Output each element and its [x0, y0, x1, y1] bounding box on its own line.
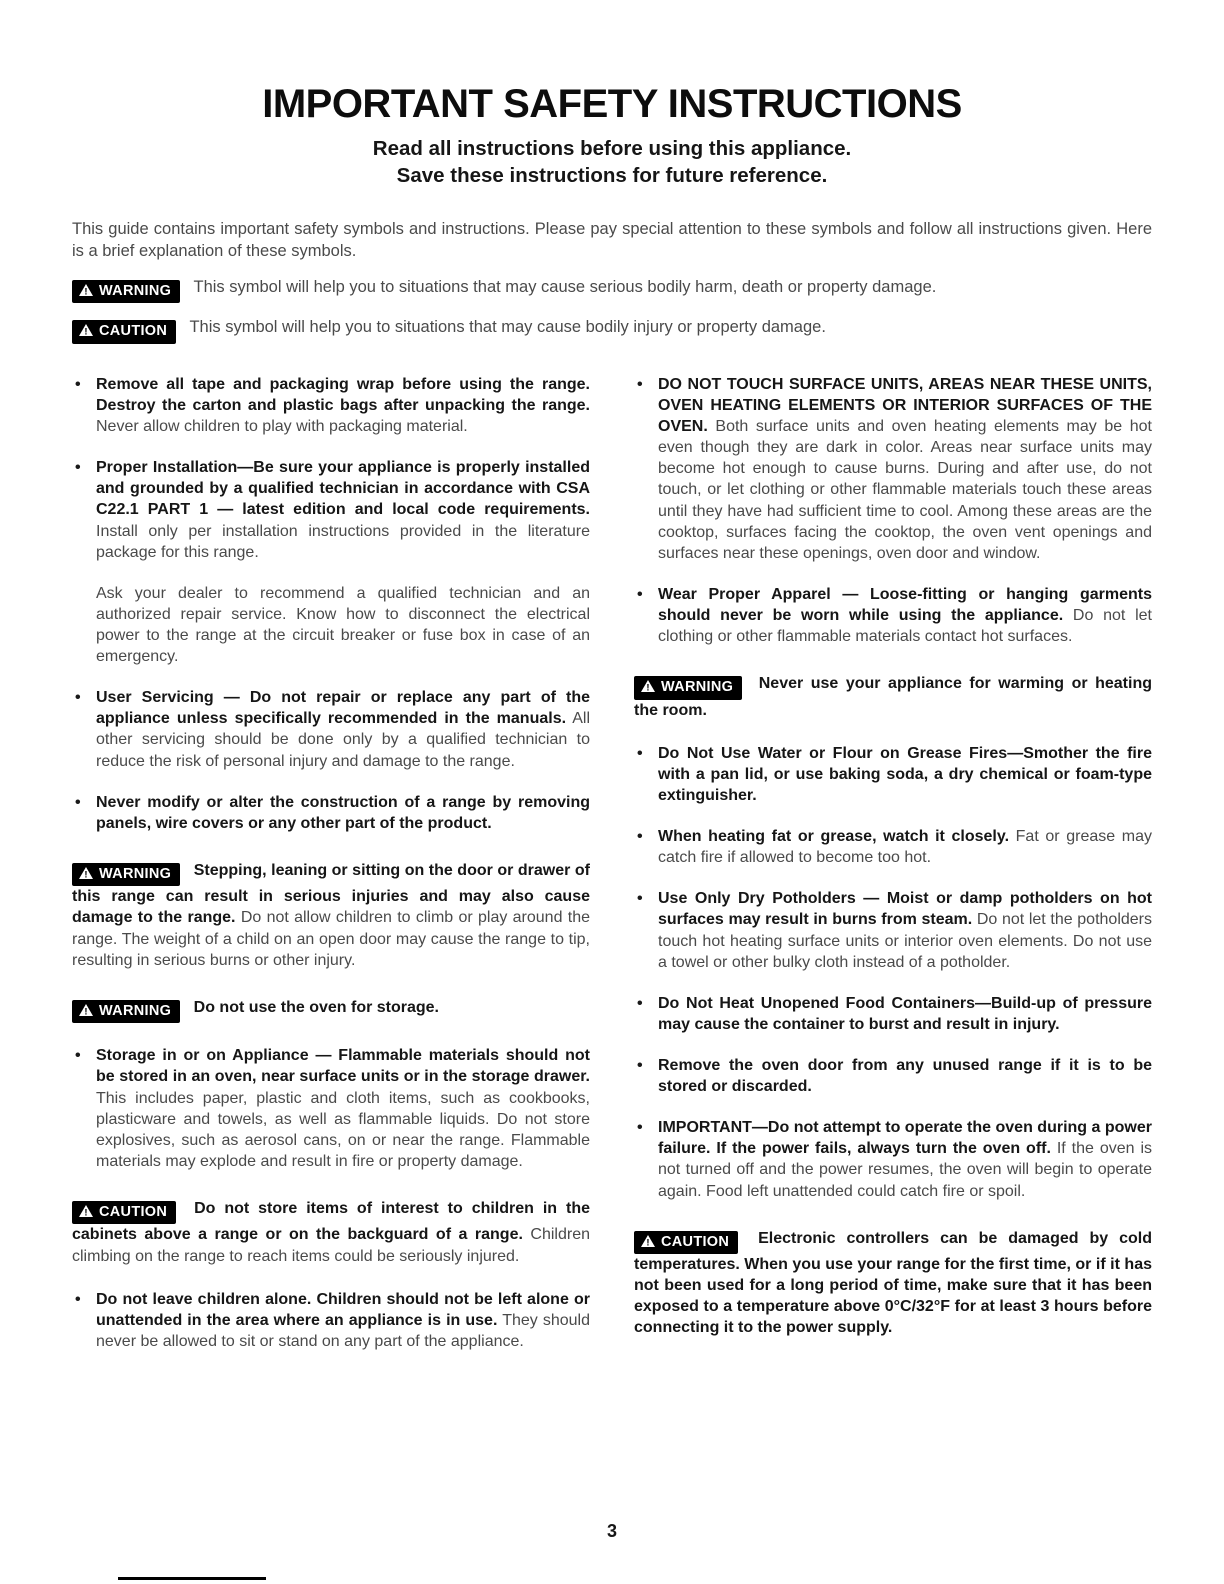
bullet-icon — [75, 457, 81, 478]
bullet-icon — [637, 888, 643, 909]
subtitle-line-1: Read all instructions before using this appliance. — [372, 137, 852, 160]
warning-badge — [72, 863, 180, 887]
subtitle-line-2: Save these instructions for future reference. — [396, 164, 828, 187]
caution-badge — [72, 320, 176, 344]
item-body-text: Both surface units and oven heating elements may be hot even though they are dark in color. Areas near surface units may become hot enough to cause burns. During and after use, do not touch, or let clothing or other flammable materials touch these areas until they have had sufficient time to cool. Among these areas are the cooktop, surfaces facing the cooktop, the oven vent openings and surfaces near these openings, oven door and window. — [658, 418, 1152, 562]
item-bold-text: Do not leave children alone. Children should not be left alone or unattended in the area where an appliance is in use. — [96, 1290, 590, 1329]
item-bold-text: Use Only Dry Potholders — Moist or damp potholders on hot surfaces may result in burns from steam. — [658, 890, 1152, 929]
bullet-icon — [637, 826, 643, 847]
safety-item — [72, 687, 590, 771]
symbol-explanation-warning — [72, 276, 1152, 304]
item-bold-text: Wear Proper Apparel — Loose-fitting or hanging garments should never be worn while using the appliance. — [658, 585, 1152, 624]
item-bold-text: IMPORTANT—Do not attempt to operate the oven during a power failure. If the power fails, always turn the oven off. — [658, 1119, 1152, 1158]
svg-text:!: ! — [84, 1006, 88, 1016]
badge-label: CAUTION — [99, 323, 168, 340]
badge-label: CAUTION — [99, 1203, 168, 1220]
safety-item — [634, 993, 1152, 1035]
item-bold-text: Do Not Use Water or Flour on Grease Fires—Smother the fire with a pan lid, or use baking soda, a dry chemical or foam-type extinguisher. — [658, 744, 1152, 805]
svg-text:!: ! — [646, 1237, 650, 1247]
warning-block — [72, 997, 590, 1024]
bullet-icon — [637, 1117, 643, 1138]
badge-label: WARNING — [99, 282, 172, 299]
item-bold-text: Never modify or alter the construction of a range by removing panels, wire covers or any other part of the product. — [96, 793, 590, 832]
safety-item — [634, 1117, 1152, 1201]
item-bold-text: Proper Installation—Be sure your appliance is properly installed and grounded by a qualified technician in accordance with CSA C22.1 PART 1 — latest edition and local code requirements. — [96, 459, 590, 519]
safety-item — [72, 1289, 590, 1352]
safety-item — [634, 743, 1152, 806]
item-body-text: Do not let clothing or other flammable materials contact hot surfaces. — [658, 606, 1153, 646]
warning-triangle-icon — [79, 1004, 93, 1016]
badge-label: CAUTION — [661, 1233, 730, 1250]
item-body-text: Do not allow children to climb or play around the range. The weight of a child on an open door may cause the range to tip, resulting in serious burns or other injury. — [72, 909, 591, 969]
svg-text:!: ! — [84, 326, 88, 337]
page-number: 3 — [606, 1521, 617, 1541]
warning-badge — [72, 280, 180, 304]
warning-badge — [634, 676, 742, 700]
warning-triangle-icon — [641, 1235, 655, 1247]
item-bold-text: Storage in or on Appliance — Flammable materials should not be stored in an oven, near surface units or in the storage drawer. — [96, 1047, 590, 1086]
item-bold-text: When heating fat or grease, watch it closely. — [658, 828, 1010, 846]
item-bold-text: Remove all tape and packaging wrap before using the range. Destroy the carton and plastic bags after unpacking the range. — [96, 375, 590, 414]
item-body-text: Do not let the potholders touch hot heating surface units or interior oven elements. Do not use a towel or other bulky cloth instead of a potholder. — [658, 911, 1152, 971]
bullet-icon — [637, 584, 643, 605]
bullet-icon — [75, 687, 81, 708]
bullet-icon — [637, 993, 643, 1014]
item-bold-text: Remove the oven door from any unused range if it is to be stored or discarded. — [658, 1057, 1152, 1096]
safety-item — [72, 374, 590, 437]
item-bold-text: Do not use the oven for storage. — [193, 998, 439, 1016]
safety-item — [72, 1045, 590, 1172]
warning-badge — [72, 1000, 180, 1024]
right-column — [634, 374, 1152, 1372]
item-body-text: Children climbing on the range to reach items could be seriously injured. — [72, 1226, 590, 1265]
item-bold-text: Stepping, leaning or sitting on the door or drawer of this range can result in serious injuries and may also cause damage to the range. — [72, 861, 590, 927]
badge-label: WARNING — [661, 679, 734, 696]
footer-mark — [118, 1577, 266, 1580]
item-body-text: Fat or grease may catch fire if allowed to become too hot. — [658, 828, 1152, 867]
bullet-icon — [75, 374, 81, 395]
safety-item — [634, 1055, 1152, 1097]
caution-badge — [634, 1231, 738, 1255]
svg-text:!: ! — [84, 286, 88, 296]
bullet-icon — [637, 743, 643, 764]
warning-triangle-icon — [641, 680, 655, 692]
safety-item — [634, 374, 1152, 564]
bullet-icon — [637, 374, 643, 395]
symbol-explanation-text: This symbol will help you to situations that may cause bodily injury or property damage. — [189, 318, 826, 337]
safety-item — [72, 457, 590, 563]
item-bold-text: DO NOT TOUCH SURFACE UNITS, AREAS NEAR THESE UNITS, OVEN HEATING ELEMENTS OR INTERIOR SURFACES OF THE OVEN. — [658, 375, 1152, 436]
item-body-text: Never allow children to play with packaging material. — [96, 418, 468, 436]
left-column — [72, 374, 590, 1372]
symbol-explanation-caution — [72, 316, 1152, 344]
svg-text:!: ! — [84, 1207, 88, 1217]
caution-block — [634, 1228, 1152, 1339]
caution-badge — [72, 1201, 176, 1225]
bullet-icon — [75, 1045, 81, 1066]
item-bold-text: User Servicing — Do not repair or replace any part of the appliance unless specifically recommended in the manuals. — [96, 689, 590, 728]
item-bold-text: Do not store items of interest to children in the cabinets above a range or on the backguard of a range. — [72, 1199, 590, 1244]
item-bold-text: Electronic controllers can be damaged by cold temperatures. When you use your range for the first time, or if it has not been used for a long period of time, make sure that it has been exposed to a temperature above 0°C/32°F for at least 3 hours before connecting it to the power supply. — [634, 1229, 1152, 1337]
safety-item — [634, 584, 1152, 647]
safety-item — [72, 792, 590, 834]
warning-block — [634, 673, 1152, 721]
warning-triangle-icon — [79, 284, 93, 296]
warning-triangle-icon — [79, 324, 93, 336]
svg-text:!: ! — [646, 682, 650, 693]
two-column-body — [72, 374, 1152, 1372]
item-body-text: This includes paper, plastic and cloth items, such as cookbooks, plasticware and towels, as well as flammable liquids. Do not store explosives, such as aerosol cans, on or near the range. Flammable materials may explode and result in fire or property damage. — [96, 1089, 590, 1170]
svg-text:!: ! — [84, 869, 88, 879]
bullet-icon — [75, 1289, 81, 1310]
item-body-text: Ask your dealer to recommend a qualified technician and an authorized repair service. Know how to disconnect the electrical power to the range at the circuit breaker or fuse box in case of an emergency. — [96, 584, 590, 666]
warning-triangle-icon — [79, 1205, 93, 1217]
continuation-paragraph — [72, 583, 590, 667]
item-body-text: They should never be allowed to sit or stand on any part of the appliance. — [96, 1311, 591, 1350]
safety-item — [634, 826, 1152, 868]
safety-item — [634, 888, 1152, 972]
warning-block — [72, 860, 590, 971]
badge-label: WARNING — [99, 865, 172, 882]
item-body-text: Install only per installation instructions provided in the literature package for this range. — [96, 522, 590, 561]
symbol-explanation-text: This symbol will help you to situations that may cause serious bodily harm, death or property damage. — [193, 277, 937, 296]
warning-triangle-icon — [79, 867, 93, 879]
item-bold-text: Never use your appliance for warming or heating the room. — [634, 675, 1152, 719]
badge-label: WARNING — [99, 1002, 172, 1019]
caution-block — [72, 1198, 590, 1267]
page-title: IMPORTANT SAFETY INSTRUCTIONS — [262, 82, 962, 126]
bullet-icon — [637, 1055, 643, 1076]
bullet-icon — [75, 792, 81, 813]
intro-paragraph: This guide contains important safety symbols and instructions. Please pay special attention to these symbols and follow all instructions given. Here is a brief explanation of these symbols. — [72, 220, 1152, 261]
item-body-text: All other servicing should be done only by a qualified technician to reduce the risk of personal injury and damage to the range. — [96, 710, 590, 770]
item-bold-text: Do Not Heat Unopened Food Containers—Build-up of pressure may cause the container to burst and result in injury. — [658, 994, 1152, 1033]
item-body-text: If the oven is not turned off and the power resumes, the oven will begin to operate again. Food left unattended could catch fire or spoil. — [658, 1140, 1153, 1200]
